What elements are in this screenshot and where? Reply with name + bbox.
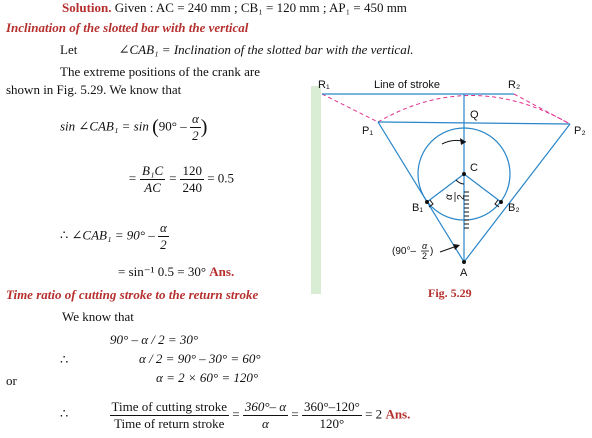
eq2-eq: = — [128, 170, 137, 186]
dash-r1-p1 — [322, 94, 378, 122]
heading-inclination: Inclination of the slotted bar with the vertical — [6, 20, 249, 35]
label-angle-alpha: α — [422, 241, 428, 251]
eq1-alpha: α — [191, 111, 199, 126]
eq2-result: = 0.5 — [207, 170, 235, 186]
eq1-lhs: sin ∠CAB₁ = sin — [60, 118, 149, 134]
step-1: 90° – α / 2 = 30° — [110, 332, 199, 347]
label-angle-close: ) — [430, 246, 434, 257]
mechanism-diagram — [312, 74, 592, 290]
given-values: Given : AC = 240 mm ; CB₁ = 120 mm ; AP₁ = 450 mm — [114, 0, 407, 15]
final-eq-a: = — [232, 406, 240, 422]
point-b1 — [425, 200, 429, 204]
label-two-c: 2 — [456, 194, 467, 200]
line-p1-p2 — [378, 122, 570, 124]
eq4-expr: = sin⁻¹ 0.5 = 30° — [118, 264, 207, 279]
label-alpha-c: α — [444, 194, 455, 200]
know-line: We know that — [62, 309, 134, 324]
final-eq-b: = — [291, 406, 299, 422]
let-line — [60, 42, 414, 58]
eq3-two: 2 — [160, 237, 167, 252]
label-b2: B₂ — [508, 202, 520, 214]
final-den1: Time of return stroke — [114, 416, 225, 431]
label-b1: B₁ — [412, 202, 424, 214]
label-line-of-stroke: Line of stroke — [374, 79, 441, 91]
let-expr: ∠CAB₁ = Inclination of the slotted bar with the vertical. — [118, 42, 414, 57]
eq3-alpha: α — [159, 220, 167, 235]
label-angle-open: (90°– — [392, 246, 417, 257]
final-frac1 — [110, 399, 229, 432]
label-p2: P₂ — [574, 125, 586, 137]
eq1-inner: 90° – — [158, 118, 187, 134]
eq-result — [118, 264, 234, 280]
eq-sin — [60, 111, 207, 144]
step-2-therefore: ∴ — [60, 352, 69, 367]
para-line-1: The extreme positions of the crank are — [60, 64, 260, 79]
final-den2: α — [262, 416, 269, 431]
step-3: α = 2 × 60° = 120° — [156, 370, 259, 385]
eq2-eq2: = — [168, 170, 178, 186]
final-num3: 360°–120° — [303, 399, 360, 414]
label-r1: R₁ — [318, 79, 330, 91]
solution-label: Solution. — [62, 0, 112, 15]
final-num2: 360°– α — [244, 399, 287, 414]
eq2-den2: 240 — [182, 180, 202, 195]
point-c — [462, 172, 466, 176]
final-equation — [60, 399, 410, 432]
final-den3: 120° — [319, 416, 345, 431]
heading-time-ratio: Time ratio of cutting stroke to the return stroke — [6, 287, 259, 302]
step-3-or: or — [6, 373, 17, 388]
final-therefore: ∴ — [60, 406, 69, 422]
label-q: Q — [470, 109, 479, 121]
paren-close: ) — [200, 116, 208, 138]
eq2-frac1 — [140, 163, 165, 196]
step-2: α / 2 = 90° – 30° = 60° — [139, 351, 261, 366]
final-result: = 2 — [365, 406, 383, 422]
rotation-arrowhead — [460, 138, 466, 145]
solution-line — [62, 0, 407, 16]
bar-a-p1 — [378, 122, 464, 262]
label-p1: P₁ — [362, 125, 374, 137]
figure-caption: Fig. 5.29 — [428, 286, 472, 300]
bar-a-p2 — [464, 124, 570, 262]
final-frac3 — [302, 399, 362, 432]
crank-c-b2 — [464, 174, 501, 202]
label-a: A — [460, 267, 468, 279]
eq3-lhs: ∠CAB₁ = 90° – — [71, 227, 155, 243]
eq-angle — [60, 220, 169, 253]
point-b2 — [499, 200, 503, 204]
label-c: C — [470, 162, 478, 174]
eq-ratio — [128, 163, 234, 196]
eq2-num: B₁C — [142, 163, 164, 178]
eq2-den: AC — [144, 180, 161, 195]
final-num1: Time of cutting stroke — [111, 399, 227, 414]
paren-open: ( — [152, 116, 159, 138]
eq3-frac — [158, 220, 169, 253]
angle-arc-c — [456, 180, 464, 184]
final-ans: Ans. — [385, 406, 411, 422]
right-angle-b1 — [429, 200, 433, 207]
eq4-ans: Ans. — [209, 264, 235, 279]
eq3-therefore: ∴ — [60, 227, 69, 243]
eq2-num2: 120 — [182, 163, 202, 178]
final-frac2 — [243, 399, 288, 432]
eq2-frac2 — [180, 163, 204, 196]
eq1-frac — [190, 111, 201, 144]
right-angle-b2 — [495, 200, 499, 207]
point-a — [462, 260, 466, 264]
label-angle-two: 2 — [422, 251, 428, 261]
eq1-two: 2 — [192, 128, 199, 143]
let-word: Let — [60, 42, 78, 57]
label-r2: R₂ — [508, 79, 521, 91]
para-line-2: shown in Fig. 5.29. We know that — [6, 82, 182, 97]
